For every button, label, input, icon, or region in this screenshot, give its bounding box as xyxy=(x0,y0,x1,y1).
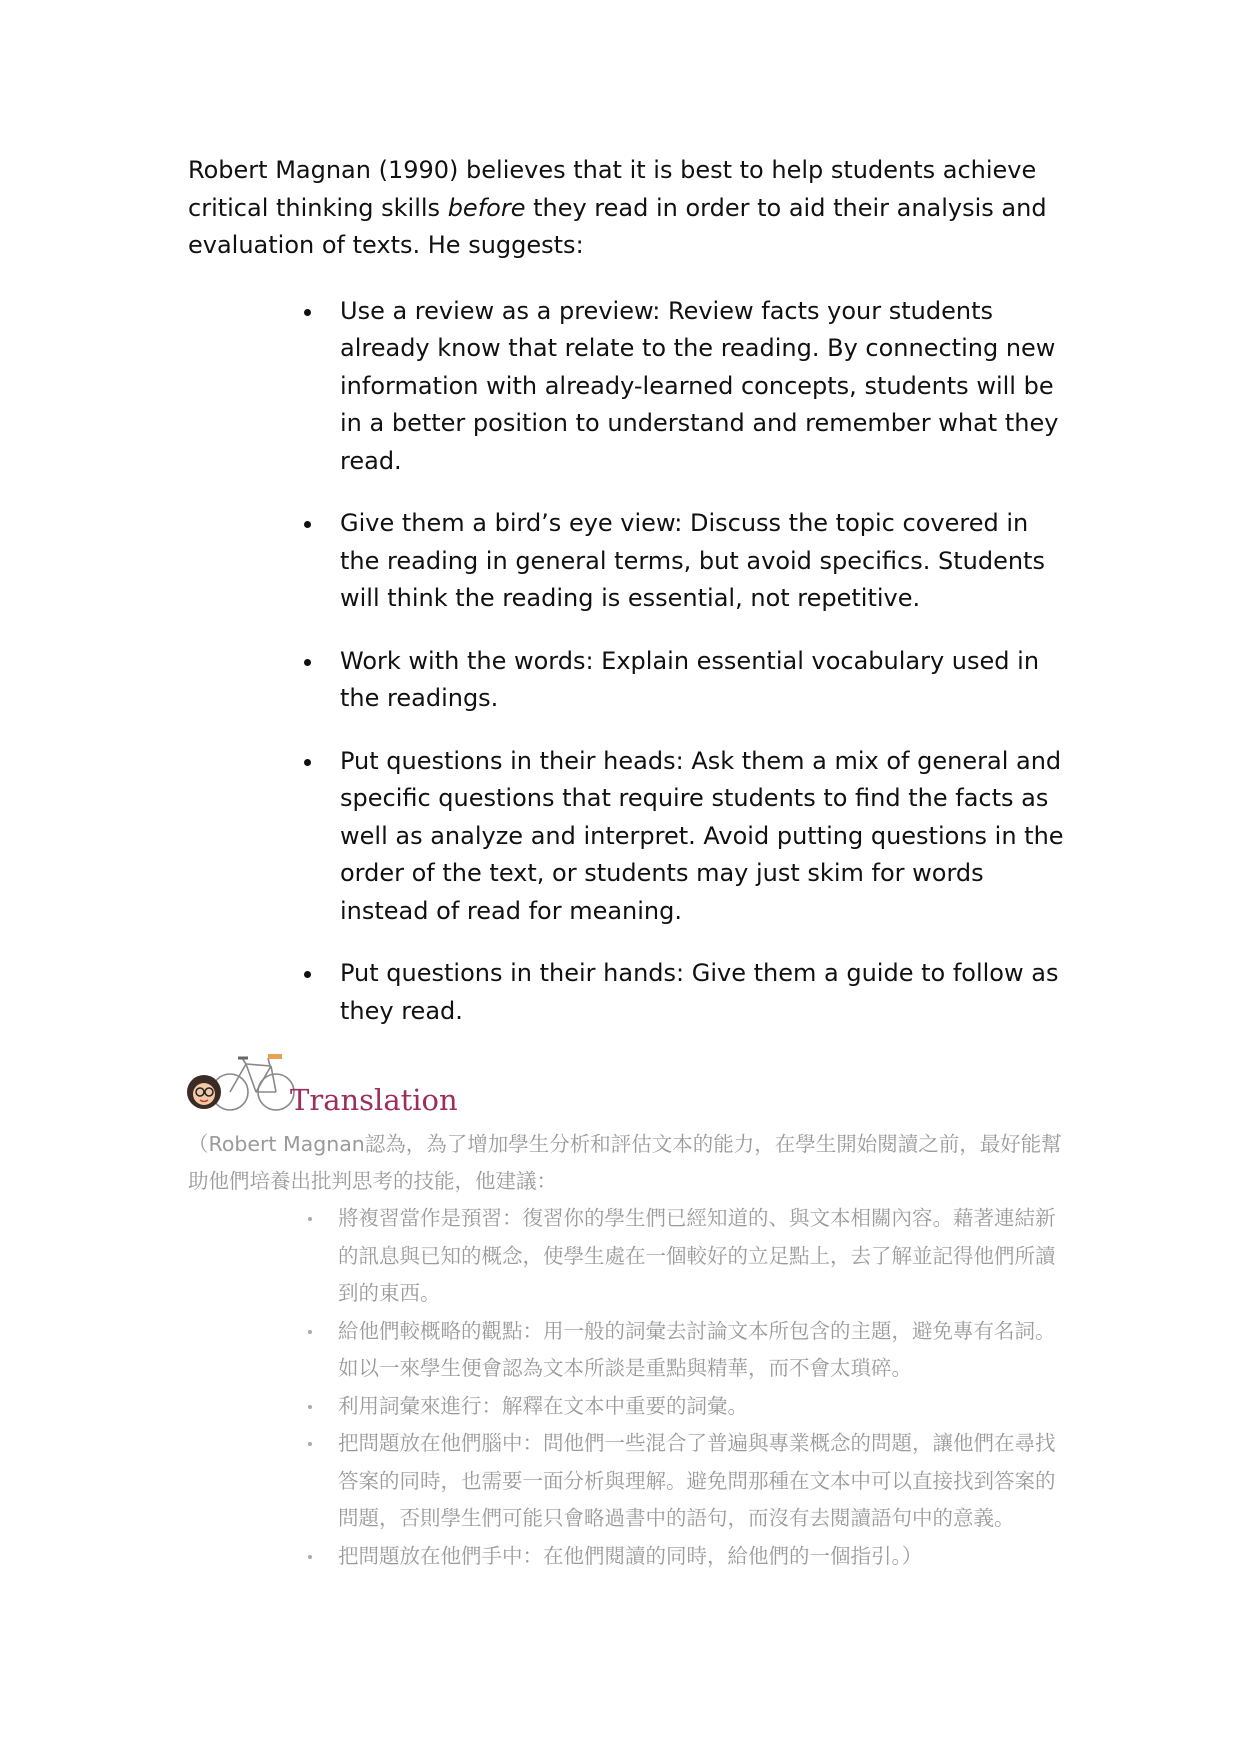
suggestion-item xyxy=(340,643,1068,718)
intro-text-start: Robert Magnan (1990) believes that it is best to help students achieve critical thinking skills xyxy=(188,156,1037,222)
suggestion-item xyxy=(340,955,1068,1030)
chinese-translation xyxy=(188,1126,1068,1575)
translation-text: 利用詞彙來進行：解釋在文本中重要的詞彙。 xyxy=(338,1393,748,1418)
bullet-icon xyxy=(304,659,311,666)
bullet-icon xyxy=(308,1217,312,1221)
bullet-icon xyxy=(304,309,311,316)
translation-item xyxy=(338,1388,1068,1426)
translation-item xyxy=(338,1538,1068,1576)
suggestion-item xyxy=(340,505,1068,618)
suggestion-text: Use a review as a preview: Review facts your students already know that relate to the reading. By connecting new information with already-learned concepts, students will be in a better position to understand and remember what they read. xyxy=(340,296,1059,475)
bullet-icon xyxy=(308,1405,312,1409)
suggestion-text: Put questions in their heads: Ask them a mix of general and specific questions that require students to find the facts as well as analyze and interpret. Avoid putting questions in the order of the text, or students may just skim for words instead of read for meaning. xyxy=(340,746,1064,925)
suggestion-text: Give them a bird’s eye view: Discuss the topic covered in the reading in general terms, but avoid specifics. Students will think the reading is essential, not repetitive. xyxy=(340,509,1045,612)
intro-paragraph xyxy=(188,152,1068,265)
translation-text: 把問題放在他們腦中：問他們一些混合了普遍與專業概念的問題，讓他們在尋找答案的同時，也需要一面分析與理解。避免問那種在文本中可以直接找到答案的問題，否則學生們可能只會略過書中的語句，而沒有去閱讀語句中的意義。 xyxy=(338,1431,1056,1530)
translation-text: 把問題放在他們手中：在他們閱讀的同時，給他們的一個指引。） xyxy=(338,1543,923,1568)
translation-item xyxy=(338,1200,1068,1313)
bullet-icon xyxy=(308,1330,312,1334)
suggestion-list xyxy=(188,293,1068,1031)
suggestion-text: Put questions in their hands: Give them a guide to follow as they read. xyxy=(340,959,1059,1025)
translation-text: 給他們較概略的觀點：用一般的詞彙去討論文本所包含的主題，避免專有名詞。如以一來學生便會認為文本所談是重點與精華，而不會太瑣碎。 xyxy=(338,1318,1056,1380)
translation-label: Translation xyxy=(290,1083,458,1117)
bullet-icon xyxy=(304,759,311,766)
suggestion-text: Work with the words: Explain essential vocabulary used in the readings. xyxy=(340,646,1040,712)
translation-list xyxy=(188,1200,1068,1575)
translation-text: 將複習當作是預習：復習你的學生們已經知道的、與文本相關內容。藉著連結新的訊息與已知的概念，使學生處在一個較好的立足點上，去了解並記得他們所讀到的東西。 xyxy=(338,1206,1056,1305)
bullet-icon xyxy=(308,1555,312,1559)
intro-emphasis: before xyxy=(447,193,526,222)
bullet-icon xyxy=(304,521,311,528)
english-section xyxy=(188,152,1068,1055)
suggestion-item xyxy=(340,293,1068,481)
bullet-icon xyxy=(304,971,311,978)
translation-intro: （Robert Magnan認為，為了增加學生分析和評估文本的能力，在學生開始閱讀之前，最好能幫助他們培養出批判思考的技能，他建議： xyxy=(188,1132,1062,1193)
translation-item xyxy=(338,1425,1068,1538)
suggestion-item xyxy=(340,743,1068,931)
translation-item xyxy=(338,1313,1068,1388)
bullet-icon xyxy=(308,1442,312,1446)
intro-text-end: they read in order to aid their analysis and evaluation of texts. He suggests: xyxy=(188,193,1047,259)
